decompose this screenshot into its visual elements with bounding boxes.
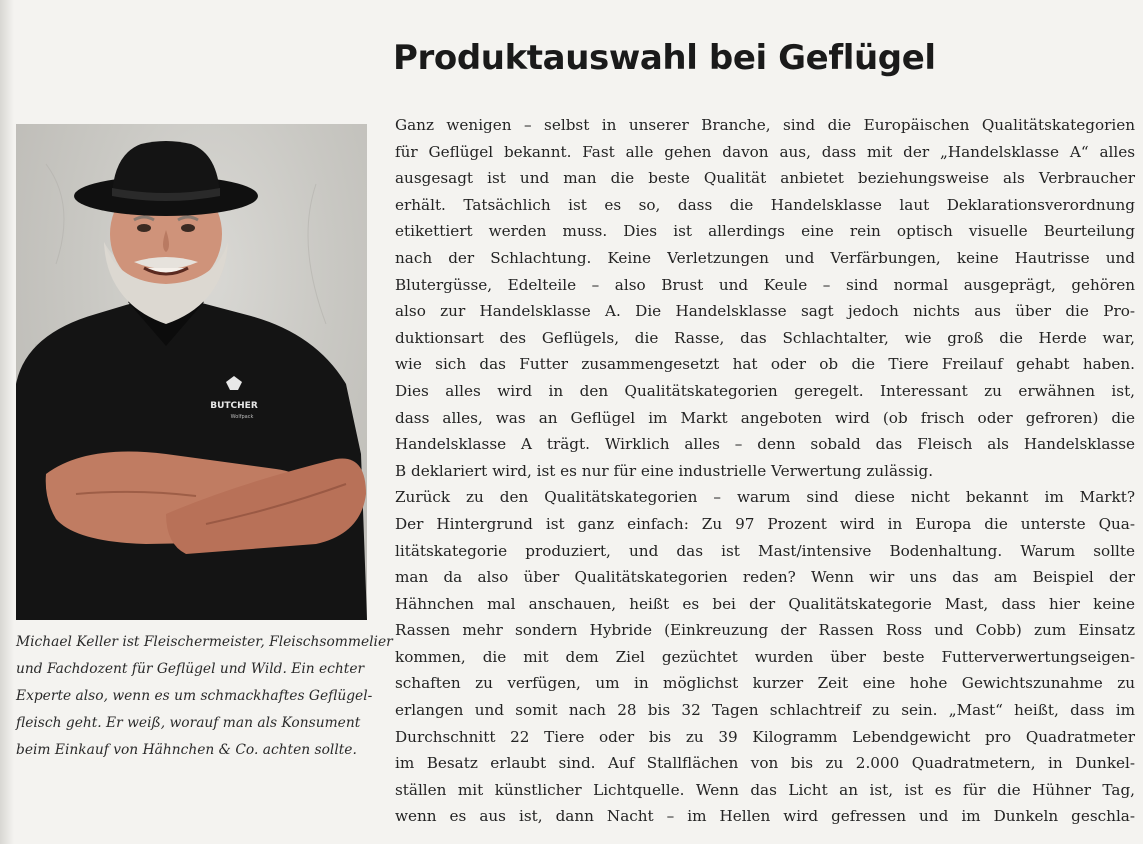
body-line: duktionsart des Geflügels, die Rasse, das Schlachtalter, wie groß die Herde war,: [395, 328, 1135, 347]
body-line: wie sich das Futter zusammengesetzt hat oder ob die Tiere Freilauf gehabt haben.: [395, 355, 1135, 374]
page-edge-shadow: [0, 0, 14, 844]
body-line: Zurück zu den Qualitätskategorien – warum sind diese nicht bekannt im Markt?: [395, 488, 1135, 507]
body-line: Der Hintergrund ist ganz einfach: Zu 97 Prozent wird in Europa die unterste Qua-: [395, 514, 1135, 533]
body-line: Ganz wenigen – selbst in unserer Branche, sind die Europäischen Qualitätskategorien: [395, 116, 1135, 134]
body-line: ausgesagt ist und man die beste Qualität anbietet beziehungsweise als Verbraucher: [395, 169, 1135, 188]
body-line: kommen, die mit dem Ziel gezüchtet wurden über beste Futterverwertungseigen-: [395, 647, 1135, 666]
shirt-logo-text: BUTCHER: [210, 401, 258, 411]
body-line: wenn es aus ist, dann Nacht – im Hellen wird gefressen und im Dunkeln geschla-: [395, 807, 1135, 826]
body-line: B deklariert wird, ist es nur für eine industrielle Verwertung zulässig.: [395, 461, 934, 480]
body-line: Dies alles wird in den Qualitätskategorien geregelt. Interessant zu erwähnen ist,: [395, 381, 1135, 400]
body-line: schaften zu verfügen, um in möglichst kurzer Zeit eine hohe Gewichtszunahme zu: [395, 674, 1135, 693]
hat-crown: [112, 141, 220, 196]
body-line: man da also über Qualitätskategorien reden? Wenn wir uns das am Beispiel der: [395, 568, 1135, 587]
body-line: etikettiert werden muss. Dies ist allerdings eine rein optisch visuelle Beurteilung: [395, 222, 1135, 241]
body-line: nach der Schlachtung. Keine Verletzungen und Verfärbungen, keine Hautrisse und: [395, 248, 1135, 267]
article-body: [395, 112, 1135, 830]
body-line: Blutergüsse, Edelteile – also Brust und Keule – sind normal ausgeprägt, gehören: [395, 275, 1135, 294]
body-line: für Geflügel bekannt. Fast alle gehen davon aus, dass mit der „Handelsklasse A“ alles: [395, 142, 1135, 161]
portrait-photo: [16, 124, 367, 620]
caption-line: fleisch geht. Er weiß, worauf man als Konsument: [16, 715, 361, 731]
caption-line: Michael Keller ist Fleischermeister, Fleischsommelier: [16, 634, 393, 650]
body-line: Hähnchen mal anschauen, heißt es bei der Qualitätskategorie Mast, dass hier keine: [395, 594, 1135, 613]
caption-line: beim Einkauf von Hähnchen & Co. achten sollte.: [16, 742, 357, 758]
caption-line: Experte also, wenn es um schmackhaftes Geflügel-: [16, 688, 373, 704]
body-line: Handelsklasse A trägt. Wirklich alles – denn sobald das Fleisch als Handelsklasse: [395, 435, 1135, 454]
body-line: Rassen mehr sondern Hybride (Einkreuzung der Rassen Ross und Cobb) zum Einsatz: [395, 621, 1135, 640]
body-line: Durchschnitt 22 Tiere oder bis zu 39 Kilogramm Lebendgewicht pro Quadratmeter: [395, 727, 1135, 746]
body-line: also zur Handelsklasse A. Die Handelsklasse sagt jedoch nichts aus über die Pro-: [395, 302, 1135, 321]
body-line: litätskategorie produziert, und das ist Mast/intensive Bodenhaltung. Warum sollte: [395, 541, 1135, 560]
photo-caption: [16, 629, 393, 764]
body-line: ställen mit künstlicher Lichtquelle. Wenn das Licht an ist, ist es für die Hühner Tag,: [395, 780, 1135, 799]
caption-line: und Fachdozent für Geflügel und Wild. Ein echter: [16, 661, 365, 677]
body-line: dass alles, was an Geflügel im Markt angeboten wird (ob frisch oder gefroren) die: [395, 408, 1135, 427]
body-line: erhält. Tatsächlich ist es so, dass die Handelsklasse laut Deklarationsverordnung: [395, 195, 1135, 214]
body-line: erlangen und somit nach 28 bis 32 Tagen schlachtreif zu sein. „Mast“ heißt, dass im: [395, 701, 1135, 720]
body-line: im Besatz erlaubt sind. Auf Stallflächen von bis zu 2.000 Quadratmetern, in Dunkel-: [395, 754, 1135, 773]
shirt-logo-subtext: Wolfpack: [230, 414, 254, 420]
article-heading: Produktauswahl bei Geflügel: [393, 38, 936, 78]
